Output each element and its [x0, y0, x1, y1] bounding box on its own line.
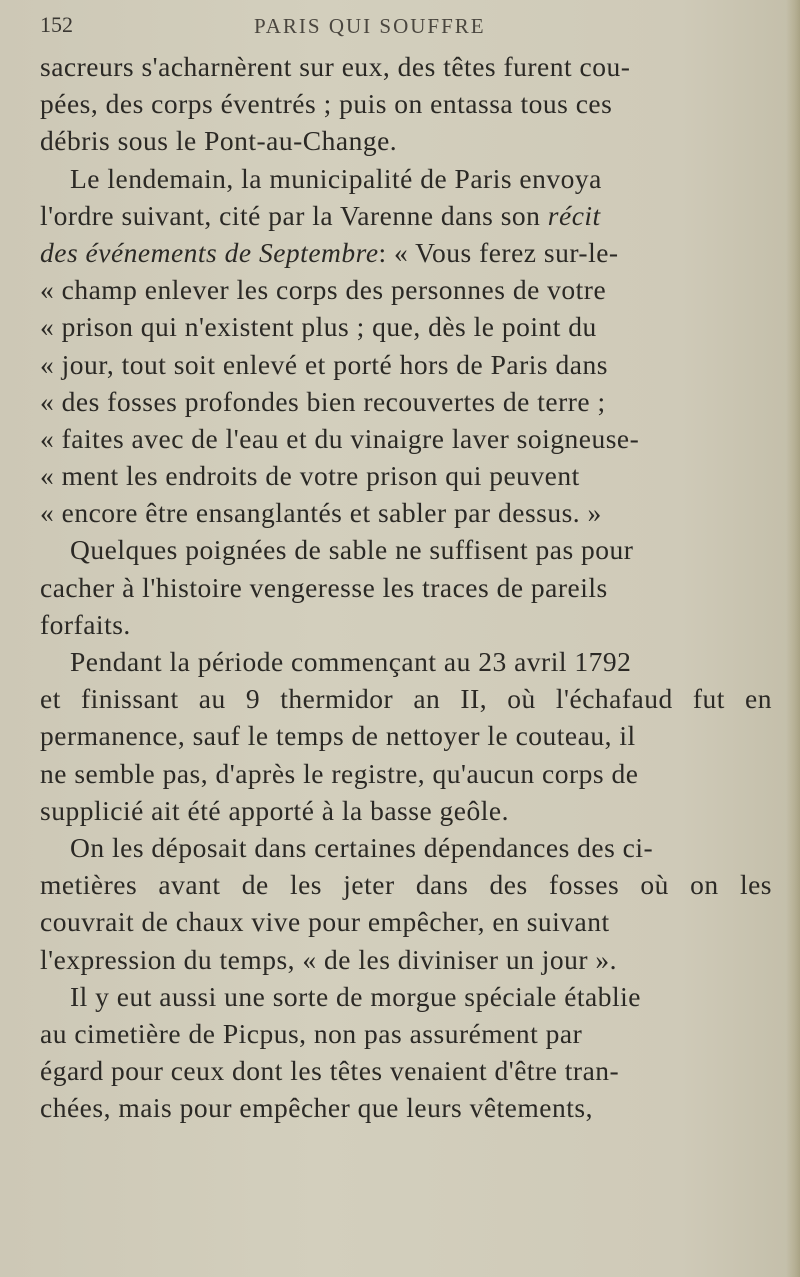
text-line: couvrait de chaux vive pour empêcher, en suivant	[40, 906, 610, 938]
text-line: l'expression du temps, « de les diviniser un jour ».	[40, 943, 618, 975]
text-line: « jour, tout soit enlevé et porté hors de Paris dans	[40, 348, 608, 380]
text-line: égard pour ceux dont les têtes venaient d'être tran-	[40, 1055, 620, 1087]
text-line: Quelques poignées de sable ne suffisent pas pour	[70, 534, 634, 566]
text-line: au cimetière de Picpus, non pas assurément par	[40, 1017, 583, 1049]
italic-text: des événements de Septembre	[40, 236, 379, 268]
page-number: 152	[40, 12, 73, 37]
text-line: metières avant de les jeter dans des fosses où on les	[40, 869, 772, 901]
text-line: On les déposait dans certaines dépendances des ci-	[70, 831, 654, 863]
text-line: chées, mais pour empêcher que leurs vêtements,	[40, 1092, 593, 1124]
text-line: supplicié ait été apporté à la basse geôle.	[40, 794, 509, 826]
text-line: « des fosses profondes bien recouvertes de terre ;	[40, 385, 606, 417]
page-edge-shadow	[786, 0, 800, 1277]
text-line	[40, 234, 772, 271]
text-line: « ment les endroits de votre prison qui peuvent	[40, 460, 580, 492]
text-line: débris sous le Pont-au-Change.	[40, 125, 398, 157]
body-text	[40, 48, 772, 1126]
text-line: forfaits.	[40, 608, 131, 640]
text-line: pées, des corps éventrés ; puis on entassa tous ces	[40, 88, 613, 120]
page-header	[40, 12, 760, 48]
text-line: Pendant la période commençant au 23 avril 1792	[70, 646, 632, 677]
text-line: sacreurs s'acharnèrent sur eux, des têtes furent cou-	[40, 51, 631, 82]
text-line: ne semble pas, d'après le registre, qu'aucun corps de	[40, 757, 639, 789]
text-line: Le lendemain, la municipalité de Paris envoya	[70, 162, 602, 194]
text-line: cacher à l'histoire vengeresse les traces de pareils	[40, 571, 608, 603]
text-line: « encore être ensanglantés et sabler par dessus. »	[40, 497, 602, 529]
text-line: et finissant au 9 thermidor an II, où l'échafaud fut en	[40, 683, 772, 715]
italic-text: récit	[547, 199, 601, 231]
text-segment: l'ordre suivant, cité par la Varenne dans son	[40, 199, 548, 231]
text-line: permanence, sauf le temps de nettoyer le couteau, il	[40, 720, 636, 752]
text-line: « faites avec de l'eau et du vinaigre laver soigneuse-	[40, 422, 640, 454]
text-line	[40, 197, 772, 234]
text-line: « prison qui n'existent plus ; que, dès le point du	[40, 311, 597, 343]
text-line: « champ enlever les corps des personnes de votre	[40, 274, 607, 306]
running-title: PARIS QUI SOUFFRE	[254, 14, 486, 38]
text-segment: : « Vous ferez sur-le-	[378, 236, 619, 268]
text-line: Il y eut aussi une sorte de morgue spéciale établie	[70, 980, 641, 1012]
